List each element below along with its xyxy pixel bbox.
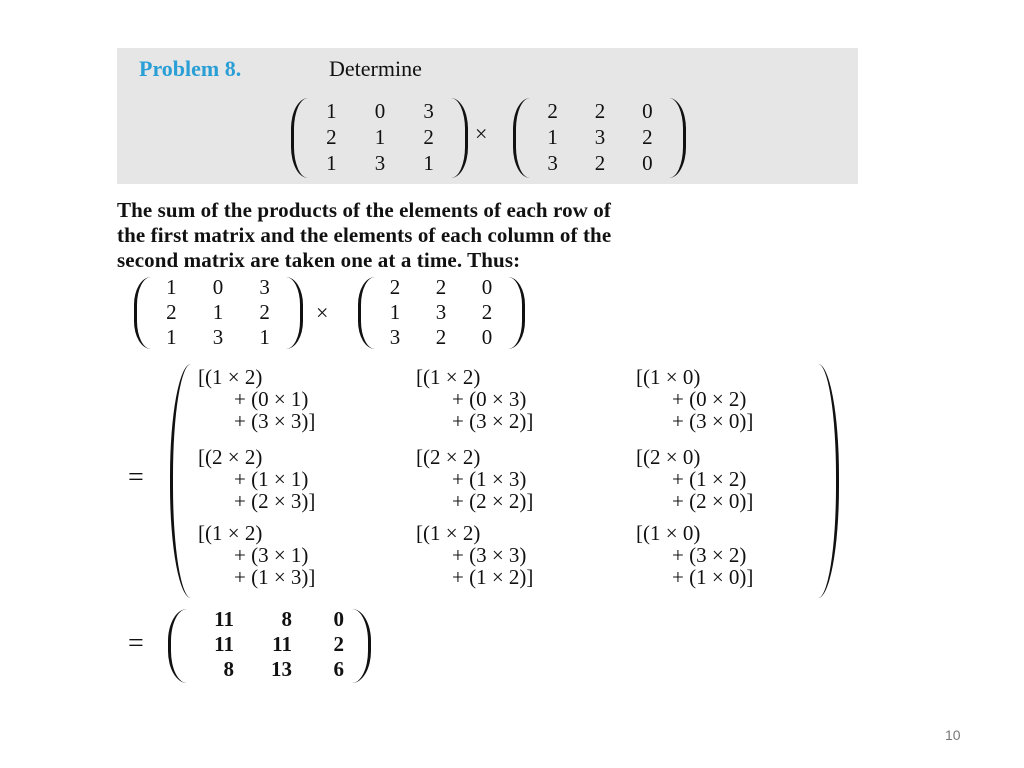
expansion-term: [(2 × 0) [636,445,701,469]
equals-sign: = [128,628,144,659]
matrix-cell: 3 [435,300,447,324]
expansion-term: [(1 × 0) [636,521,701,545]
left-paren [170,364,191,598]
expansion-term: [(1 × 0) [636,365,701,389]
expansion-term: + (0 × 1) [234,387,309,411]
matrix-cell: 2 [166,300,177,324]
result-cell: 13 [271,657,292,681]
expansion-term: [(2 × 2) [416,445,481,469]
matrix-cell: 3 [374,151,386,175]
times-sign: × [475,121,488,146]
matrix-b-top [529,98,671,176]
expansion-cell [198,446,315,512]
matrix-cell: 2 [481,300,493,324]
result-cell: 0 [333,607,344,631]
expansion-term: + (2 × 2)] [452,489,534,513]
matrix-cell: 0 [642,151,653,175]
expansion-cell [416,522,533,588]
result-matrix [186,607,350,682]
expansion-term: [(1 × 2) [416,365,481,389]
expansion-term: + (0 × 2) [672,387,747,411]
matrix-cell: 3 [259,275,270,299]
expansion-term: + (1 × 3) [452,467,527,491]
expansion-cell [636,366,753,432]
matrix-a-top [307,98,453,176]
result-cell: 11 [272,632,292,656]
result-cell: 8 [281,607,292,631]
explanation-line: second matrix are taken one at a time. Thus: [117,248,521,272]
matrix-cell: 1 [547,125,558,149]
right-paren [352,609,371,683]
expansion-term: + (1 × 0)] [672,565,754,589]
matrix-cell: 2 [594,151,606,175]
expansion-cell [198,522,315,588]
page-number: 10 [945,727,961,743]
result-cell: 2 [333,632,344,656]
times-sign: × [316,300,329,325]
matrix-cell: 1 [259,325,270,349]
matrix-cell: 1 [166,275,177,299]
expansion-term: [(1 × 2) [416,521,481,545]
matrix-b-restated [372,275,510,350]
matrix-cell: 1 [423,151,434,175]
matrix-cell: 3 [547,151,558,175]
expansion-term: + (3 × 0)] [672,409,754,433]
matrix-cell: 3 [423,99,434,123]
expansion-term: [(1 × 2) [198,365,263,389]
expansion-cell [416,366,533,432]
expansion-cell [636,446,753,512]
matrix-cell: 1 [326,151,337,175]
matrix-cell: 2 [547,99,558,123]
matrix-cell: 2 [423,125,434,149]
expansion-term: + (3 × 2)] [452,409,534,433]
expansion-term: + (1 × 2)] [452,565,534,589]
expansion-term: [(2 × 2) [198,445,263,469]
matrix-cell: 2 [389,275,401,299]
expansion-cell [636,522,753,588]
right-paren [508,277,525,349]
problem-box [117,48,858,184]
expansion-term: + (1 × 1) [234,467,309,491]
matrix-cell: 2 [435,275,447,299]
matrix-cell: 3 [212,325,224,349]
left-paren [513,98,530,178]
matrix-cell: 0 [481,325,493,349]
matrix-cell: 2 [594,99,606,123]
matrix-cell: 0 [212,275,224,299]
left-paren [168,609,187,683]
matrix-cell: 1 [326,99,337,123]
explanation-text [117,198,862,273]
matrix-cell: 2 [326,125,337,149]
expansion-term: + (2 × 0)] [672,489,754,513]
matrix-a-restated [148,275,288,350]
matrix-cell: 2 [642,125,653,149]
matrix-cell: 1 [374,125,386,149]
matrix-cell: 1 [166,325,177,349]
matrix-cell: 2 [259,300,270,324]
expansion-term: + (1 × 2) [672,467,747,491]
matrix-cell: 1 [212,300,224,324]
right-paren [669,98,686,178]
result-cell: 8 [223,657,234,681]
matrix-cell: 0 [481,275,493,299]
expansion-cell [416,446,533,512]
right-paren [286,277,303,349]
matrix-cell: 2 [435,325,447,349]
right-paren [818,364,839,598]
expansion-term: + (0 × 3) [452,387,527,411]
result-cell: 11 [214,632,234,656]
expansion-term: + (3 × 1) [234,543,309,567]
result-cell: 11 [214,607,234,631]
expansion-term: + (2 × 3)] [234,489,316,513]
equals-sign: = [128,462,144,493]
expansion-cell [198,366,315,432]
matrix-cell: 0 [374,99,386,123]
explanation-line: The sum of the products of the elements of each row of [117,198,611,222]
matrix-cell: 3 [594,125,606,149]
expansion-term: + (3 × 3)] [234,409,316,433]
expansion-term: + (1 × 3)] [234,565,316,589]
expansion-term: + (3 × 2) [672,543,747,567]
problem-label: Problem 8. [139,56,242,81]
left-paren [291,98,308,178]
right-paren [451,98,468,178]
matrix-cell: 1 [389,300,401,324]
result-cell: 6 [333,657,344,681]
matrix-cell: 0 [642,99,653,123]
problem-verb: Determine [329,56,422,81]
expansion-term: [(1 × 2) [198,521,263,545]
matrix-cell: 3 [389,325,401,349]
expansion-term: + (3 × 3) [452,543,527,567]
explanation-line: the first matrix and the elements of each column of the [117,223,612,247]
